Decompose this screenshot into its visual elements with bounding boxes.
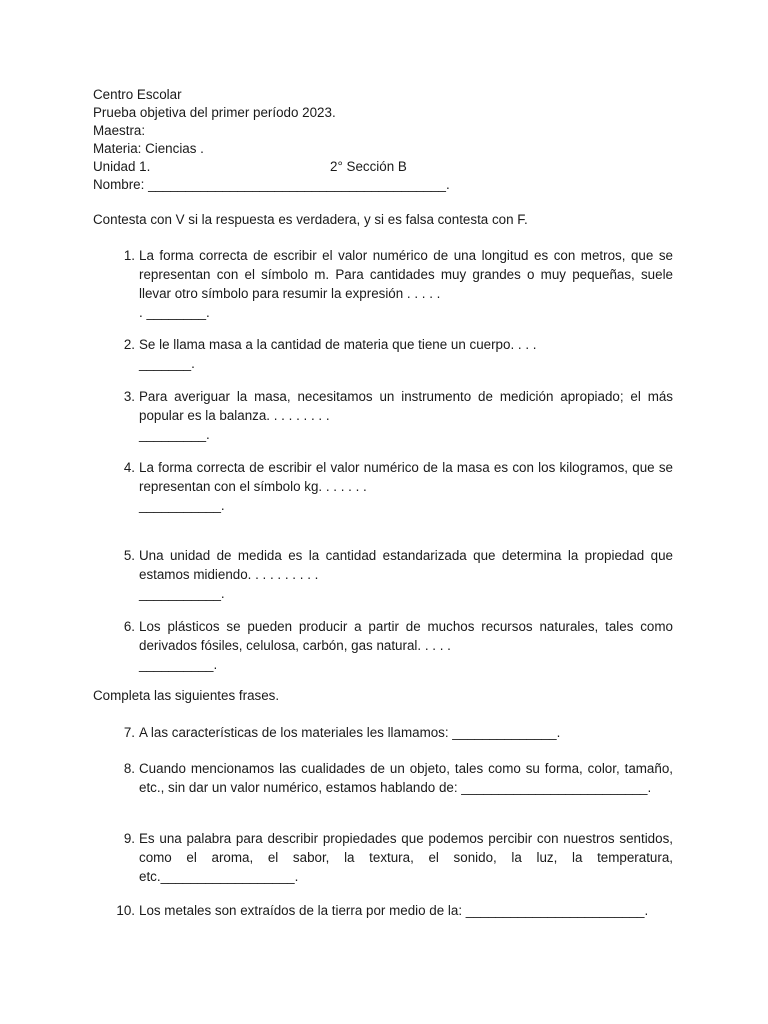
answer-blank: ___________.	[139, 586, 225, 601]
question-text	[139, 387, 673, 444]
question-statement: Se le llama masa a la cantidad de materia que tiene un cuerpo. . . .	[139, 337, 537, 352]
question-3	[113, 387, 673, 444]
question-text: Es una palabra para describir propiedades que podemos percibir con nuestros sentidos, como el aroma, el sabor, la textura, el sonido, la luz, la temperatura, etc.__________________.	[139, 831, 673, 884]
question-text	[139, 617, 673, 674]
question-9	[113, 829, 673, 886]
unit-label: Unidad 1.	[93, 159, 151, 174]
subject-label: Materia: Ciencias .	[93, 141, 204, 156]
question-5	[113, 546, 673, 603]
question-6	[113, 617, 673, 674]
answer-blank: _________.	[139, 427, 210, 442]
true-false-instructions: Contesta con V si la respuesta es verdadera, y si es falsa contesta con F.	[93, 212, 528, 227]
question-number: 2.	[123, 337, 135, 352]
question-statement: Una unidad de medida es la cantidad estandarizada que determina la propiedad que estamos midiendo. . . . . . . . . .	[139, 548, 673, 582]
question-number: 9.	[123, 831, 135, 846]
question-number: 4.	[123, 460, 135, 475]
question-1	[113, 246, 673, 322]
question-statement: La forma correcta de escribir el valor numérico de la masa es con los kilogramos, que se representan con el símbolo kg. . . . . . .	[139, 460, 673, 494]
fill-in-instructions: Completa las siguientes frases.	[93, 688, 280, 703]
question-statement: La forma correcta de escribir el valor numérico de una longitud es con metros, que se representan con el símbolo m. Para cantidades muy grandes o muy pequeñas, suele llevar otro símbolo para resumir la expresión . . . . .	[139, 248, 673, 301]
section-label: 2° Sección B	[330, 159, 407, 174]
question-8	[113, 759, 673, 797]
teacher-label: Maestra:	[93, 123, 146, 138]
question-number: 5.	[123, 548, 135, 563]
school-name: Centro Escolar	[93, 87, 182, 102]
question-7	[113, 723, 673, 742]
question-number: 10.	[116, 903, 135, 918]
question-number: 8.	[123, 761, 135, 776]
question-text	[139, 335, 673, 373]
answer-blank: ___________.	[139, 498, 225, 513]
question-number: 1.	[123, 248, 135, 263]
question-text: Cuando mencionamos las cualidades de un objeto, tales como su forma, color, tamaño, etc., sin dar un valor numérico, estamos hablando de: _________________________.	[139, 761, 673, 795]
question-2	[113, 335, 673, 373]
question-4	[113, 458, 673, 515]
question-text: Los metales son extraídos de la tierra por medio de la: ________________________.	[139, 903, 649, 918]
question-statement: Para averiguar la masa, necesitamos un instrumento de medición apropiado; el más popular es la balanza. . . . . . . . .	[139, 389, 673, 423]
answer-blank: _______.	[139, 356, 195, 371]
question-text	[139, 246, 673, 322]
question-number: 7.	[123, 725, 135, 740]
question-text	[139, 458, 673, 515]
question-text	[139, 546, 673, 603]
answer-blank: __________.	[139, 657, 218, 672]
question-number: 6.	[123, 619, 135, 634]
question-number: 3.	[123, 389, 135, 404]
exam-header	[93, 86, 450, 194]
question-statement: Los plásticos se pueden producir a partir de muchos recursos naturales, tales como derivados fósiles, celulosa, carbón, gas natural. . . . .	[139, 619, 673, 653]
question-10	[113, 901, 673, 920]
answer-blank: . ________.	[139, 305, 210, 320]
question-text: A las características de los materiales les llamamos: ______________.	[139, 725, 561, 740]
name-line: Nombre: ________________________________________.	[93, 177, 450, 192]
test-title: Prueba objetiva del primer período 2023.	[93, 105, 336, 120]
